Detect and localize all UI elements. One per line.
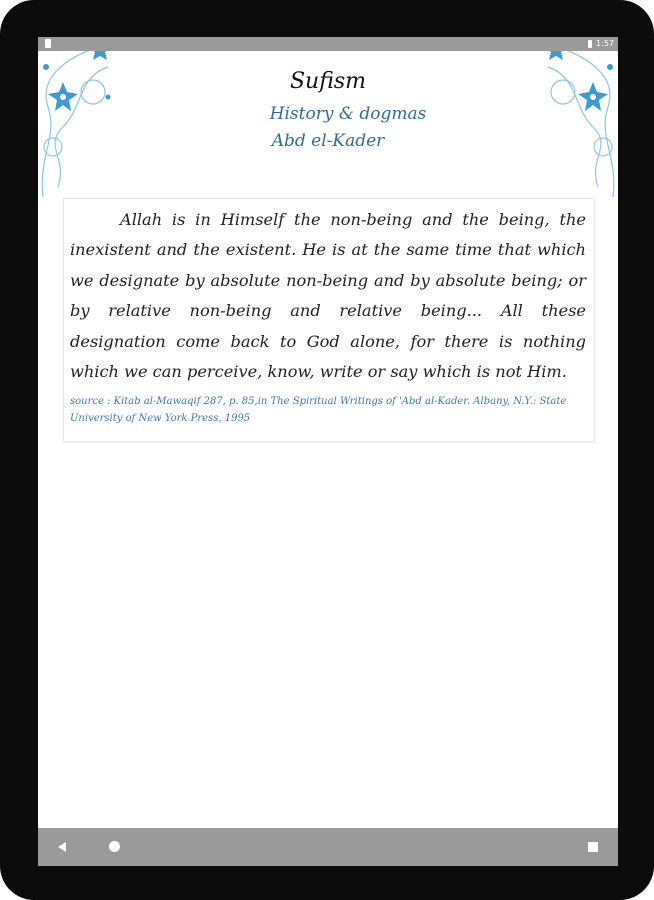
author-name: Abd el-Kader xyxy=(271,131,385,151)
status-bar xyxy=(38,37,618,51)
app-subtitle: History & dogmas xyxy=(269,104,427,124)
back-icon[interactable] xyxy=(58,842,66,852)
screen xyxy=(38,37,618,866)
battery-icon xyxy=(588,40,592,48)
status-time: 1:57 xyxy=(596,39,614,48)
app-title: Sufism xyxy=(289,69,367,94)
home-icon[interactable] xyxy=(109,841,120,852)
recent-apps-icon[interactable] xyxy=(588,842,598,852)
navigation-bar xyxy=(38,828,618,866)
sd-card-icon xyxy=(45,39,51,48)
quote-source: source : Kitab al-Mawaqif 287, p. 85,in The Spiritual Writings of 'Abd al-Kader. Albany, N.Y.: State University of New York Press, 1995 xyxy=(70,396,567,425)
quote-card xyxy=(63,198,595,442)
quote-text: Allah is in Himself the non-being and the being, the inexistent and the existent. He is at the same time that which we designate by absolute non-being and by absolute being; or by relative non-being and relative being... All these designation come back to God alone, for there is nothing which we can perceive, know, write or say which is not Him. xyxy=(70,210,586,382)
